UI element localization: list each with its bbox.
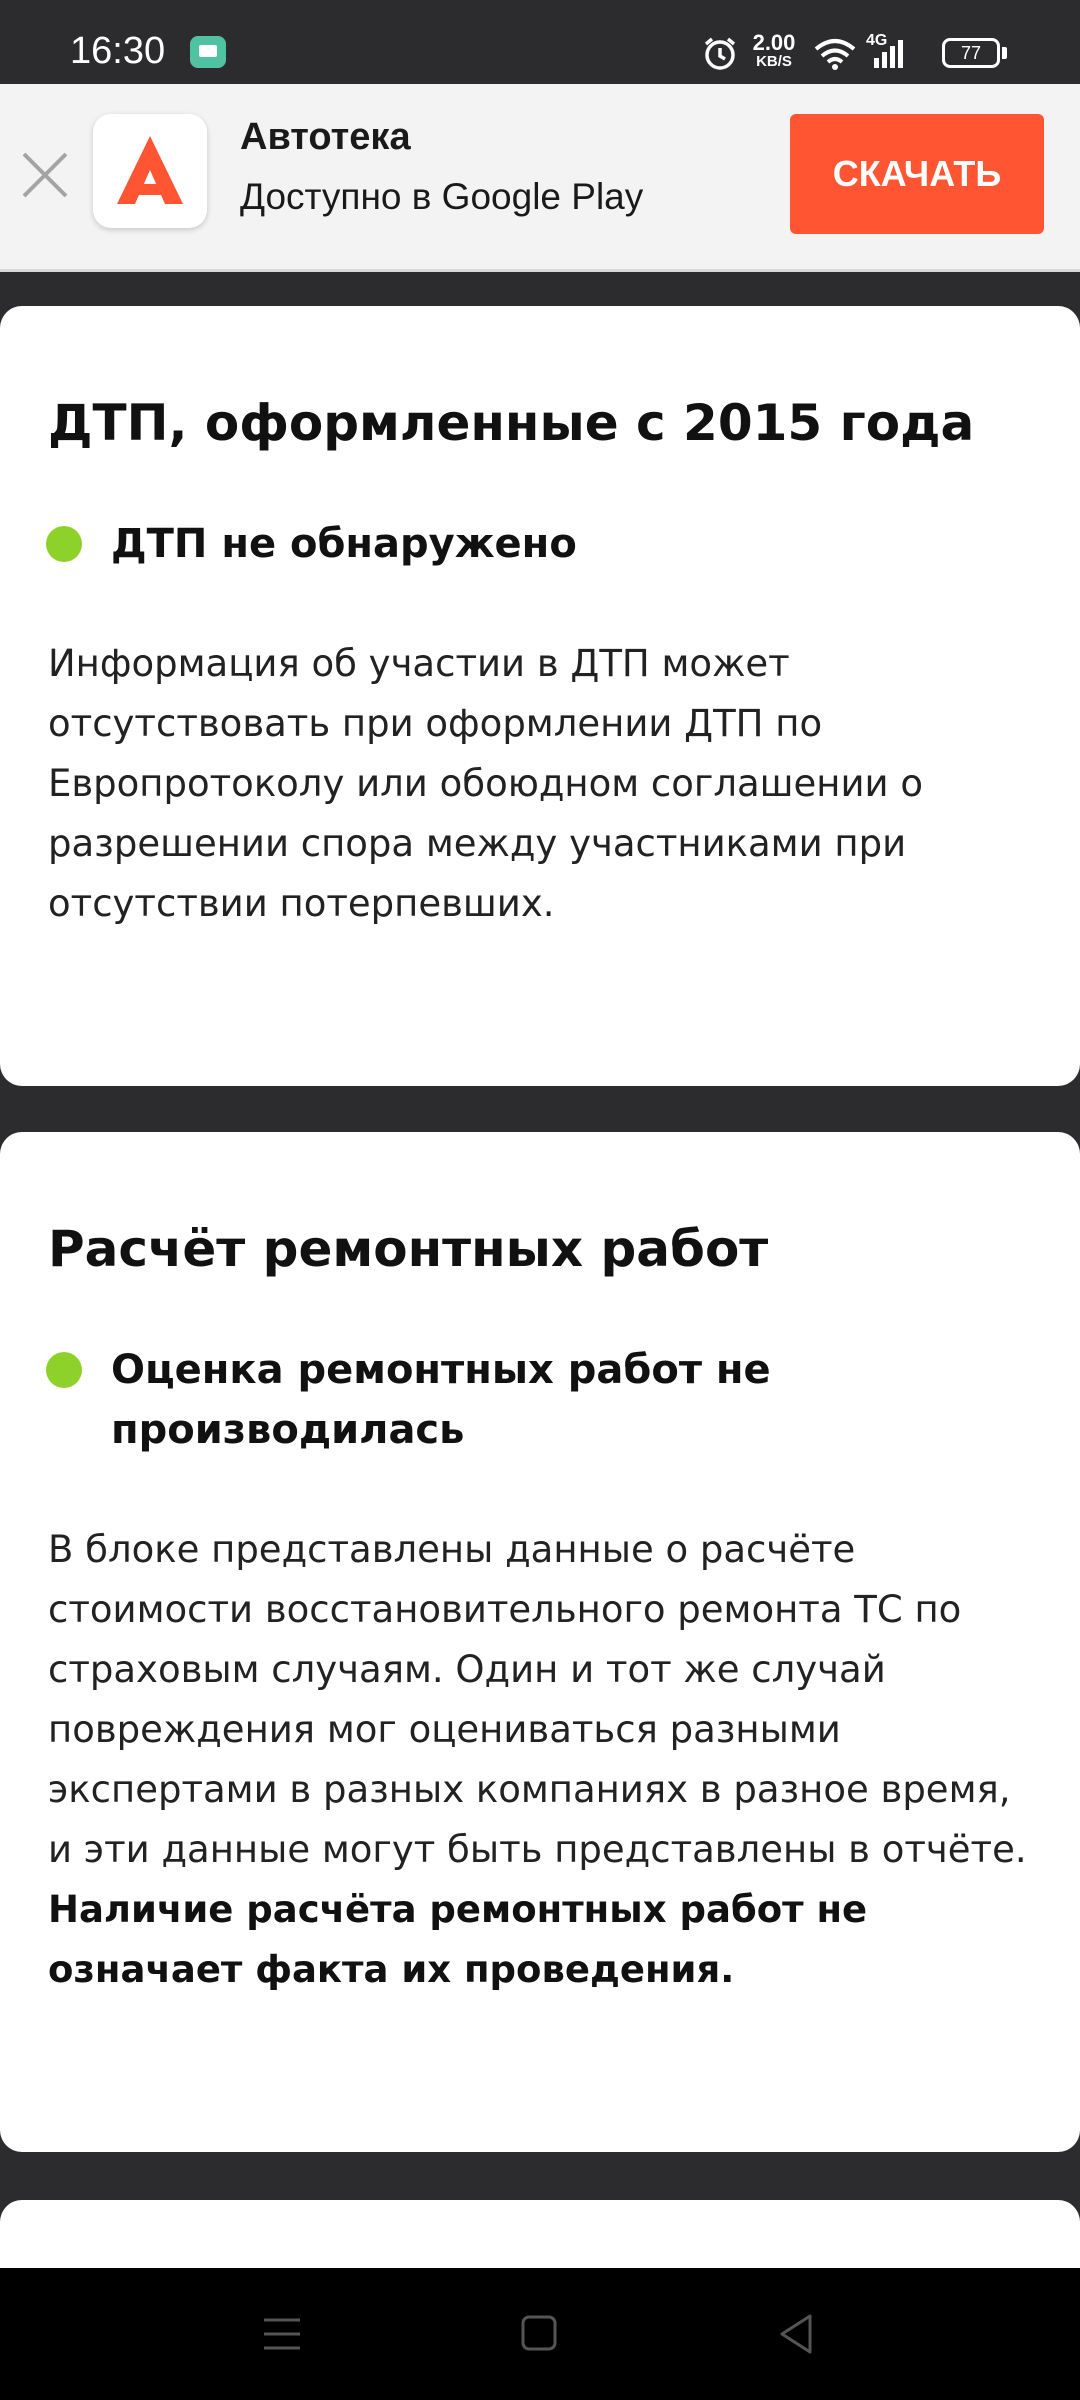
network-type: 4G bbox=[866, 32, 888, 49]
network-speed-unit: KB/S bbox=[756, 53, 792, 70]
card-description-text: В блоке представлены данные о расчёте стоимости восстановительного ремонта ТС по страховым случаям. Один и тот же случай повреждения мог оцениваться разными экспертами в разных компаниях в разное время, и эти данные могут быть представлены в отчёте. bbox=[48, 1528, 1027, 1871]
status-text: ДТП не обнаружено bbox=[111, 521, 577, 567]
battery-level: 77 bbox=[960, 43, 982, 63]
signal-icon bbox=[872, 38, 904, 70]
status-bar bbox=[0, 0, 1080, 84]
app-store-subtitle: Доступно в Google Play bbox=[240, 176, 644, 217]
card-title: Расчёт ремонтных работ bbox=[48, 1220, 769, 1278]
menu-icon[interactable] bbox=[262, 2316, 302, 2352]
status-ok-icon bbox=[46, 526, 82, 562]
network-speed bbox=[748, 32, 800, 70]
accidents-card bbox=[0, 306, 1080, 1086]
card-title: ДТП, оформленные с 2015 года bbox=[48, 394, 975, 452]
alarm-icon bbox=[702, 36, 738, 72]
card-description: Информация об участии в ДТП может отсутствовать при оформлении ДТП по Европротоколу или обоюдном соглашении о разрешении спора между участниками при отсутствии потерпевших. bbox=[48, 642, 923, 925]
app-name: Автотека bbox=[240, 116, 411, 158]
battery-tip bbox=[1002, 47, 1007, 59]
network-speed-value: 2.00 bbox=[752, 30, 796, 55]
repair-calculation-card bbox=[0, 1132, 1080, 2152]
status-time: 16:30 bbox=[70, 30, 166, 72]
back-icon[interactable] bbox=[776, 2312, 816, 2356]
card-description bbox=[48, 1520, 1038, 2000]
close-icon[interactable] bbox=[20, 150, 70, 200]
system-nav-bar bbox=[0, 2268, 1080, 2400]
card-description-note: Наличие расчёта ремонтных работ не означает факта их проведения. bbox=[48, 1888, 868, 1991]
status-text: Оценка ремонтных работ не производилась bbox=[111, 1347, 771, 1453]
app-install-banner bbox=[0, 84, 1080, 272]
autoteka-logo-icon bbox=[93, 114, 207, 228]
home-icon[interactable] bbox=[520, 2314, 558, 2352]
download-button[interactable]: СКАЧАТЬ bbox=[790, 114, 1044, 234]
status-ok-icon bbox=[46, 1352, 82, 1388]
wifi-icon bbox=[814, 38, 856, 70]
message-icon bbox=[190, 36, 226, 68]
battery-icon bbox=[942, 38, 1000, 68]
app-logo bbox=[93, 114, 207, 228]
